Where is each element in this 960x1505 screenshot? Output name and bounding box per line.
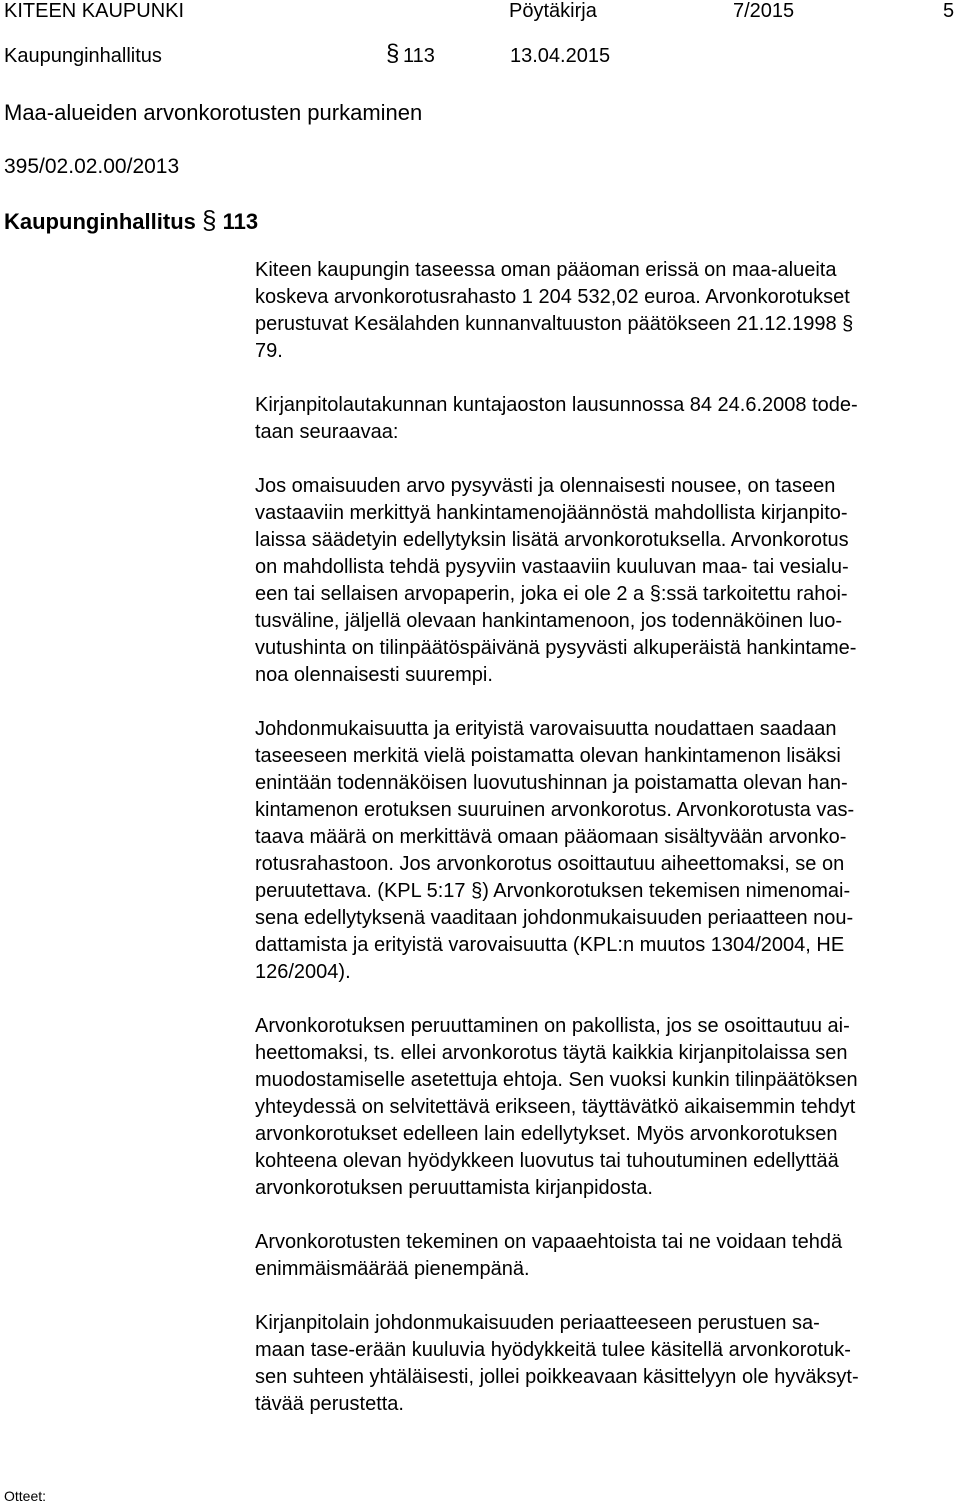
text-line: vastaaviin merkittyä hankintamenojäännöstä mahdollista kirjanpito-	[255, 502, 848, 524]
text-line: Kirjanpitolautakunnan kuntajaoston lausunnossa 84 24.6.2008 tode-	[255, 394, 858, 416]
section-mark: §	[386, 40, 400, 67]
text-line: koskeva arvonkorotusrahasto 1 204 532,02 euroa. Arvonkorotukset	[255, 286, 850, 308]
paragraph	[255, 473, 955, 689]
text-line: kohteena olevan hyödykkeen luovutus tai tuhoutuminen edellyttää	[255, 1150, 839, 1172]
meeting-body: Kaupunginhallitus	[4, 45, 162, 67]
text-line: heettomaksi, ts. ellei arvonkorotus täytä kaikkia kirjanpitolaissa sen	[255, 1042, 848, 1064]
text-line: arvonkorotukset edelleen lain edellytykset. Myös arvonkorotuksen	[255, 1123, 838, 1145]
section-heading-mark: §	[202, 205, 217, 235]
text-line: maan tase-erään kuuluvia hyödykkeitä tulee käsitellä arvonkorotuk-	[255, 1339, 851, 1361]
text-line: laissa säädetyin edellytyksin lisätä arvonkorotuksella. Arvonkorotus	[255, 529, 849, 551]
paragraph	[255, 716, 955, 986]
text-line: een tai sellaisen arvopaperin, joka ei ole 2 a §:ssä tarkoitettu rahoi-	[255, 583, 848, 605]
text-line: tävää perustetta.	[255, 1393, 404, 1415]
text-line: sen suhteen yhtäläisesti, jollei poikkeavaan käsittelyyn ole hyväksyt-	[255, 1366, 859, 1388]
paragraph	[255, 1229, 955, 1283]
paragraph	[255, 1310, 955, 1418]
paragraph	[255, 257, 955, 365]
document-body	[255, 257, 955, 1445]
text-line: yhteydessä on selvitettävä erikseen, täyttävätkö aikaisemmin tehdyt	[255, 1096, 856, 1118]
text-line: noa olennaisesti suurempi.	[255, 664, 493, 686]
document-title: Maa-alueiden arvonkorotusten purkaminen	[4, 100, 423, 125]
text-line: 126/2004).	[255, 961, 351, 983]
org-name: KITEEN KAUPUNKI	[4, 0, 185, 22]
text-line: Arvonkorotuksen peruuttaminen on pakollista, jos se osoittautuu ai-	[255, 1015, 850, 1037]
paragraph	[255, 1013, 955, 1202]
text-line: rotusrahastoon. Jos arvonkorotus osoittautuu aiheettomaksi, se on	[255, 853, 845, 875]
text-line: perustuvat Kesälahden kunnanvaltuuston päätökseen 21.12.1998 §	[255, 313, 854, 335]
section-heading-number: 113	[222, 209, 259, 234]
text-line: Johdonmukaisuutta ja erityistä varovaisuutta noudattaen saadaan	[255, 718, 837, 740]
text-line: enintään todennäköisen luovutushinnan ja poistamatta olevan han-	[255, 772, 848, 794]
reference-number: 395/02.02.00/2013	[4, 155, 180, 178]
document-type: Pöytäkirja	[509, 0, 597, 22]
text-line: on mahdollista tehdä pysyviin vastaaviin kuuluvan maa- tai vesialu-	[255, 556, 849, 578]
text-line: kintamenon erotuksen suuruinen arvonkorotus. Arvonkorotusta vas-	[255, 799, 855, 821]
text-line: vutushinta on tilinpäätöspäivänä pysyvästi alkuperäistä hankintame-	[255, 637, 857, 659]
text-line: Arvonkorotusten tekeminen on vapaaehtoista tai ne voidaan tehdä	[255, 1231, 843, 1253]
meeting-date: 13.04.2015	[510, 45, 611, 67]
page-number: 5	[943, 0, 955, 22]
section-heading-body: Kaupunginhallitus	[4, 209, 196, 234]
text-line: muodostamiselle asetettuja ehtoja. Sen vuoksi kunkin tilinpäätöksen	[255, 1069, 858, 1091]
text-line: Kirjanpitolain johdonmukaisuuden periaatteeseen perustuen sa-	[255, 1312, 820, 1334]
section-number: 113	[403, 45, 435, 67]
paragraph	[255, 392, 955, 446]
footer-label: Otteet:	[4, 1488, 47, 1504]
text-line: taseeseen merkitä vielä poistamatta olevan hankintamenon lisäksi	[255, 745, 841, 767]
text-line: peruutettava. (KPL 5:17 §) Arvonkorotuksen tekemisen nimenomai-	[255, 880, 851, 902]
text-line: Jos omaisuuden arvo pysyvästi ja olennaisesti nousee, on taseen	[255, 475, 836, 497]
text-line: sena edellytyksenä vaaditaan johdonmukaisuuden periaatteen nou-	[255, 907, 854, 929]
text-line: 79.	[255, 340, 283, 362]
section-heading	[4, 206, 258, 236]
text-line: enimmäismäärää pienempänä.	[255, 1258, 530, 1280]
text-line: taava määrä on merkittävä omaan pääomaan sisältyvään arvonko-	[255, 826, 847, 848]
text-line: Kiteen kaupungin taseessa oman pääoman erissä on maa-alueita	[255, 259, 837, 281]
text-line: tusväline, jäljellä olevaan hankintamenoon, jos todennäköinen luo-	[255, 610, 843, 632]
text-line: arvonkorotuksen peruuttamista kirjanpidosta.	[255, 1177, 653, 1199]
document-number: 7/2015	[733, 0, 795, 22]
text-line: dattamista ja erityistä varovaisuutta (KPL:n muutos 1304/2004, HE	[255, 934, 845, 956]
text-line: taan seuraavaa:	[255, 421, 399, 443]
